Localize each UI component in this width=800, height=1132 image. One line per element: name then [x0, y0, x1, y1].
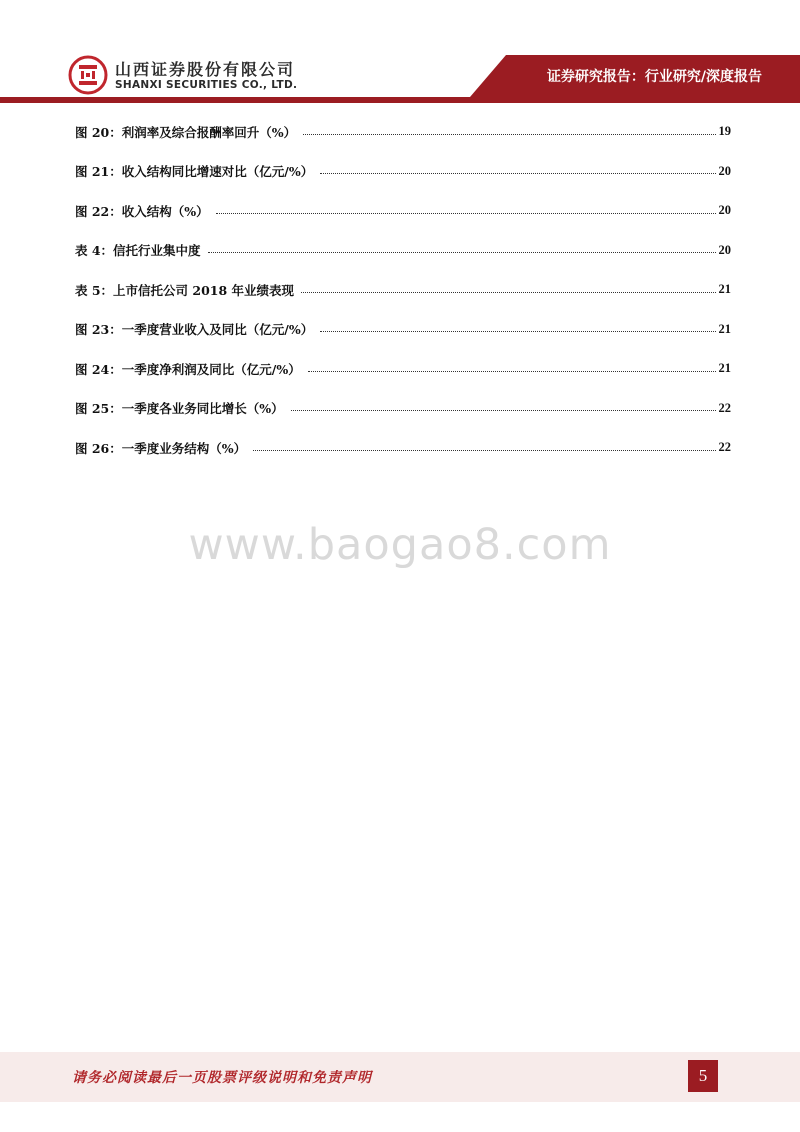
toc-entry-table4[interactable]: [75, 231, 731, 271]
toc-leader-dots: [208, 241, 716, 253]
toc-entry-page: 21: [718, 282, 731, 297]
disclaimer-notice: 请务必阅读最后一页股票评级说明和免责声明: [72, 1070, 372, 1086]
toc-entry-page: 22: [718, 440, 731, 455]
watermark: www.baogao8.com: [188, 520, 612, 570]
toc-entry-label: 图 21：收入结构同比增速对比（亿元/%）: [75, 164, 314, 180]
shanxi-securities-logo-icon: [68, 55, 108, 95]
table-of-figures: [75, 112, 731, 468]
toc-entry-page: 19: [718, 124, 731, 139]
toc-entry-fig23[interactable]: [75, 310, 731, 350]
toc-entry-page: 20: [718, 242, 731, 257]
toc-entry-label: 图 22：收入结构（%）: [75, 203, 209, 219]
toc-entry-fig26[interactable]: [75, 428, 731, 468]
company-name-en: SHANXI SECURITIES CO., LTD.: [115, 79, 298, 91]
toc-entry-page: 21: [718, 321, 731, 336]
toc-entry-fig25[interactable]: [75, 389, 731, 429]
toc-entry-table5[interactable]: [75, 270, 731, 310]
toc-entry-page: 21: [718, 361, 731, 376]
toc-entry-fig24[interactable]: [75, 349, 731, 389]
page-number-badge: 5: [688, 1060, 718, 1092]
toc-leader-dots: [303, 123, 715, 135]
toc-entry-label: 图 20：利润率及综合报酬率回升（%）: [75, 124, 297, 140]
toc-leader-dots: [216, 202, 716, 214]
toc-leader-dots: [253, 439, 715, 451]
company-name-cn: 山西证券股份有限公司: [115, 60, 296, 79]
toc-entry-fig20[interactable]: [75, 112, 731, 152]
toc-leader-dots: [301, 281, 715, 293]
toc-entry-page: 20: [718, 163, 731, 178]
toc-entry-label: 图 24：一季度净利润及同比（亿元/%）: [75, 361, 301, 377]
toc-entry-fig21[interactable]: [75, 152, 731, 192]
toc-entry-label: 图 23：一季度营业收入及同比（亿元/%）: [75, 322, 314, 338]
page-header: [0, 0, 800, 105]
toc-leader-dots: [320, 162, 715, 174]
toc-entry-label: 表 4：信托行业集中度: [75, 243, 201, 259]
toc-entry-fig22[interactable]: [75, 191, 731, 231]
toc-leader-dots: [308, 360, 716, 372]
toc-entry-label: 图 26：一季度业务结构（%）: [75, 440, 247, 456]
toc-entry-label: 表 5：上市信托公司 2018 年业绩表现: [75, 282, 295, 298]
toc-leader-dots: [320, 320, 715, 332]
page-footer: [0, 1052, 800, 1102]
toc-entry-label: 图 25：一季度各业务同比增长（%）: [75, 401, 284, 417]
toc-leader-dots: [291, 399, 716, 411]
toc-entry-page: 22: [718, 400, 731, 415]
report-type-title: 证券研究报告：行业研究/深度报告: [546, 69, 762, 85]
toc-entry-page: 20: [718, 203, 731, 218]
